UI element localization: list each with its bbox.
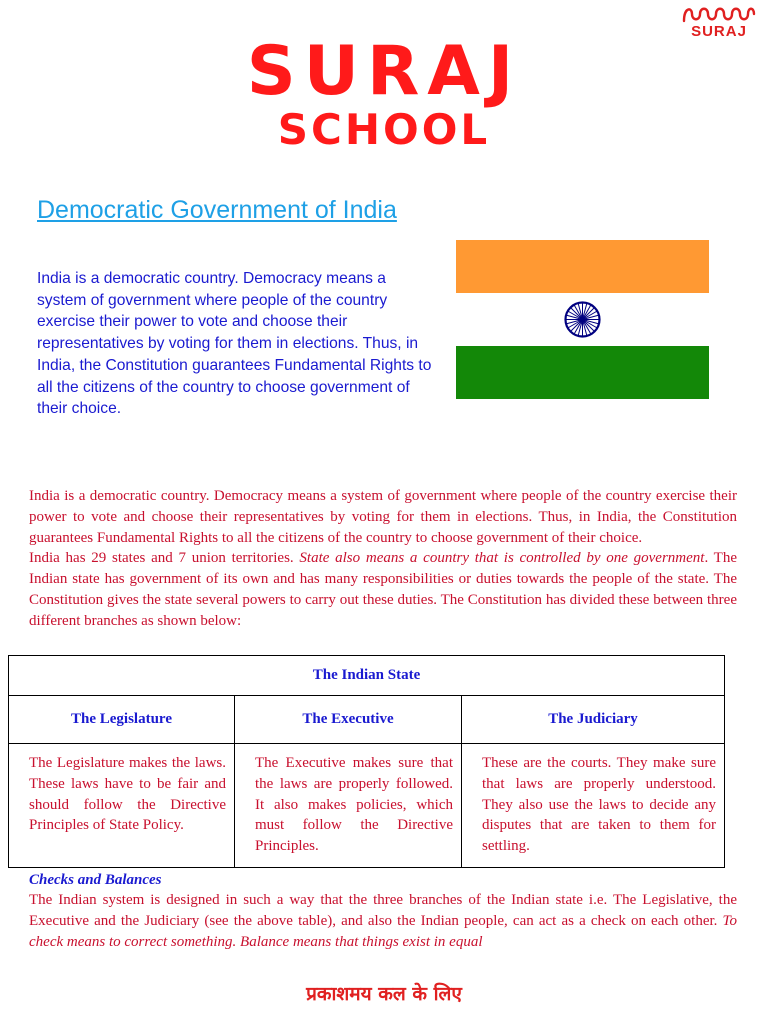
cell-legislature: The Legislature makes the laws. These laws have to be fair and should follow the Directive Principles of State Policy. bbox=[9, 744, 235, 868]
body-paragraph-2 bbox=[29, 548, 737, 631]
table-header-row bbox=[9, 696, 725, 744]
body-paragraph-1: India is a democratic country. Democracy means a system of government where people of the country exercise their power to vote and choose their representatives by voting for them in elections. Thus, in India, the Constitution guarantees Fundamental Rights to all the citizens of the country to choose government of their choice. bbox=[29, 488, 737, 546]
checks-text: The Indian system is designed in such a way that the three branches of the Indian state i.e. The Legislative, the Executive and the Judiciary (see the above table), and also the Indian people, can act as a check on each other. bbox=[29, 892, 737, 929]
flag-saffron-band bbox=[456, 240, 709, 293]
cell-executive: The Executive makes sure that the laws are properly followed. It also makes policies, which must follow the Directive Principles. bbox=[235, 744, 462, 868]
p2-italic-definition: State also means a country that is controlled by one government bbox=[299, 550, 705, 567]
corner-logo bbox=[678, 4, 760, 40]
school-brand bbox=[0, 32, 768, 154]
header-executive: The Executive bbox=[235, 696, 462, 744]
chakra-hub bbox=[580, 317, 586, 323]
corner-logo-text: SURAJ bbox=[691, 23, 747, 40]
p2-start: India has 29 states and 7 union territories. bbox=[29, 550, 300, 567]
brand-title-line2: SCHOOL bbox=[277, 105, 491, 154]
ashoka-chakra-icon bbox=[566, 303, 600, 337]
footer-tagline: प्रकाशमय कल के लिए bbox=[306, 983, 462, 1005]
table-row bbox=[9, 744, 725, 868]
header-judiciary: The Judiciary bbox=[462, 696, 725, 744]
checks-paragraph bbox=[29, 890, 737, 952]
body-text bbox=[29, 486, 737, 632]
p2-end: . The Indian state has government of its own and has many responsibilities or duties towards the people of the state. The Constitution gives the state several powers to carry out these duties. The Constitution has divided these between three different branches as shown below: bbox=[29, 550, 737, 629]
suraj-wave-icon bbox=[681, 4, 757, 24]
section-title: Democratic Government of India bbox=[37, 196, 397, 224]
checks-heading: Checks and Balances bbox=[29, 872, 162, 888]
table-title-row bbox=[9, 656, 725, 696]
flag-green-band bbox=[456, 346, 709, 399]
cell-judiciary: These are the courts. They make sure that laws are properly understood. They also use the laws to decide any disputes that are taken to them for settling. bbox=[462, 744, 725, 868]
table-title: The Indian State bbox=[9, 656, 725, 696]
header-legislature: The Legislature bbox=[9, 696, 235, 744]
brand-title-line1: SURAJ bbox=[246, 32, 522, 111]
indian-state-table bbox=[8, 655, 725, 868]
india-flag-icon bbox=[456, 240, 709, 399]
checks-italic: To check means to correct something. Balance means that things exist in equal bbox=[29, 912, 737, 950]
intro-paragraph: India is a democratic country. Democracy means a system of government where people of the country exercise their power to vote and choose their representatives by voting for them in elections. Thus, in India, the Constitution guarantees Fundamental Rights to all the citizens of the country to choose government of their choice. bbox=[37, 270, 432, 418]
